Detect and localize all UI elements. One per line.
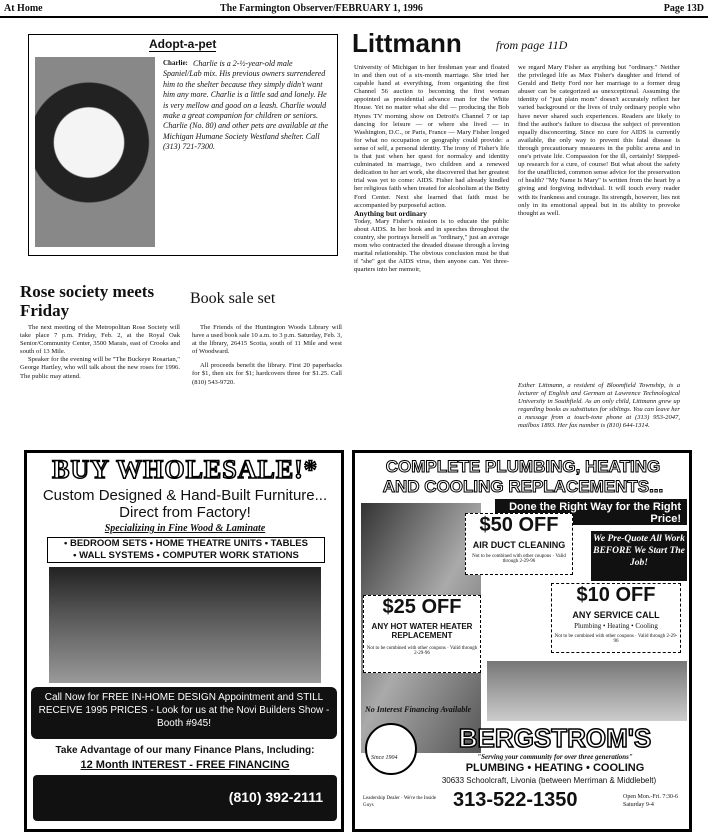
- littmann-column-2: [518, 64, 680, 382]
- logo-strip: [33, 775, 337, 821]
- littmann-text: we regard Mary Fisher as anything but "ordinary." Neither the privileged life as Max Fisher's daughter and friend of Gerald and Betty Ford nor her marriage to a former drug abuser can be categorized as unexceptional. Assuming the identity of "just plain mom" doesn't accurately reflect her varied background or the lives of truly ordinary people who have never shared such experiences. Readers are likely to find the author's failure to discuss the subject of prevention equally disconcerting. Since no cure for AIDS is currently available, the only way to prevent this fatal disease is through precautionary measures in the public arena and in one's private life. Compassion for the ill, certainly! Stepped-up research for a cure, of course! But what about the safety for the unafflicted, common sense advice for the preservation of health? "My Name Is Mary" is written from the heart by a giving and forgiving individual. It will touch every reader with its frankness and courage. Its strength, however, lies not only in its emotional appeal but in its ability to provoke thought as well.: [518, 64, 680, 217]
- coupon-amount: $10 OFF: [576, 584, 656, 606]
- furniture-photo: [49, 567, 321, 683]
- right-price-banner: Done the Right Way for the Right Price!: [495, 499, 687, 525]
- finance-intro: Take Advantage of our many Finance Plans, Including:: [55, 745, 315, 756]
- paper-dateline: The Farmington Observer/FEBRUARY 1, 1996: [220, 3, 423, 14]
- coupon-description: AIR DUCT CLEANING: [472, 540, 566, 550]
- furniture-phone: (810) 392-2111: [228, 789, 323, 805]
- since-label: Since 1904: [371, 755, 398, 761]
- rose-paragraph: The next meeting of the Metropolitan Rose Society will take place 7 p.m. Friday, Feb. 2, at the Royal Oak Senior/Community Center, 3500 Marais, east of Crooks and south of 13 Mile.: [20, 324, 180, 356]
- littmann-text: University of Michigan in her freshman year and floated in and then out of a six-month marriage. She tried her capable hand at everything, from organizing the first Channel 56 auction to becoming the first woman appointed as presidential advance man for the White House. Yet no matter what she did — producing the Bob Hynes TV morning show on Detroit's Channel 7 or tap dancing for leisure — or where she lived — in Washington, D.C., or Paris, France — Mary Fisher longed for what no occupation or geography could provide: a sense of self, a personal identity. The irony of Fisher's life is that just when her quest for normalcy and identity culminated in marriage, two children and a renewed dedication to her art work, she discovered that her greatest trial was yet to come: AIDS. Fisher had already kindled her religious faith when treated for alcoholism at the Betty Ford Center. Next she learned that faith must be accompanied by purposeful action.: [354, 64, 509, 209]
- bergstroms-logo: BERGSTROM'S: [458, 723, 652, 753]
- finance-offer: 12 Month INTEREST - FREE FINANCING: [80, 759, 290, 771]
- coupon-air-duct[interactable]: [465, 513, 573, 575]
- equipment-photo: [487, 661, 687, 721]
- dealer-badge: Leadership Dealer · We're the Inside Guys: [363, 796, 437, 808]
- coupon-services: Plumbing • Heating • Cooling: [574, 622, 658, 630]
- financing-note: No Interest Financing Available: [365, 705, 472, 714]
- littmann-text: Today, Mary Fisher's mission is to educate the public about AIDS. In her book and in speeches throughout the country, she portrays herself as "ordinary," just an average mom who contracted the dreaded disease through a loving marital relationship. The obvious conclusion must be that if "she" got the AIDS virus, then anyone can. Yet three-quarters into her memoir,: [354, 217, 509, 274]
- furniture-subtitle: Custom Designed & Hand-Built Furniture... Direct from Factory!: [42, 487, 328, 521]
- littmann-column-1: [354, 64, 509, 444]
- littmann-subhead: Anything but ordinary: [354, 208, 427, 218]
- jump-line: from page 11D: [496, 38, 568, 52]
- product-line: • WALL SYSTEMS • COMPUTER WORK STATIONS: [73, 550, 299, 561]
- furniture-ad: [24, 450, 344, 832]
- coupon-fine-print: Not to be combined with other coupons · Valid through 2-29-96: [472, 554, 566, 564]
- rose-headline: Rose society meets Friday: [20, 282, 155, 320]
- bergstroms-tagline: "Serving your community for over three generations": [477, 753, 633, 761]
- bergstroms-phone[interactable]: 313-522-1350: [453, 789, 578, 811]
- coupon-water-heater[interactable]: [363, 595, 481, 673]
- product-list: [47, 537, 325, 563]
- business-hours: Open Mon.-Fri. 7:30-6 Saturday 9-4: [623, 794, 678, 808]
- book-article: [192, 324, 342, 387]
- coupon-fine-print: Not to be combined with other coupons · Valid through 2-29-96: [366, 646, 478, 656]
- dog-photo: [35, 57, 155, 247]
- book-paragraph: All proceeds benefit the library. First 20 paperbacks for $1, then six for $1; hardcovers three for $1.25. Call (810) 543-9720.: [192, 362, 342, 386]
- author-bio: Esther Littmann, a resident of Bloomfield Township, is a lecturer of English and German at Lawrence Technological University in Southfield. As an only child, Littmann grew up regarding books as substitutes for siblings. You can leave her a message from a touch-tone phone at (313) 953-2047, mailbox 1893. Her fax number is (810) 644-1314.: [518, 382, 680, 430]
- coupon-fine-print: Not to be combined with other coupons · Valid through 2-29-96: [554, 634, 678, 644]
- pre-quote-box: We Pre-Quote All Work BEFORE We Start The Job!: [591, 531, 687, 581]
- coupon-amount: $50 OFF: [479, 514, 559, 536]
- pet-description: Charlie is a 2-½-year-old male Spaniel/Lab mix. His previous owners surrendered him to the shelter because they simply didn't want him any more. Charlie is a little sad and lonely. He is very mellow and good on a leash. Charlie would make a great companion for children or seniors. Charlie (No. 80) and other pets are available at the Michigan Humane Society Westland shelter. Call (313) 721-7300.: [163, 59, 329, 152]
- design-appointment-banner: Call Now for FREE IN-HOME DESIGN Appointment and STILL RECEIVE 1995 PRICES - Look for us at the Novi Builders Show - Booth #945!: [31, 687, 337, 739]
- product-line: • BEDROOM SETS • HOME THEATRE UNITS • TABLES: [64, 538, 308, 549]
- headline-line: COMPLETE PLUMBING, HEATING: [385, 457, 661, 476]
- specialty-line: Specializing in Fine Wood & Laminate: [104, 523, 266, 534]
- page-header: [0, 0, 708, 18]
- littmann-headline: Littmann: [352, 28, 462, 58]
- faucet-logo-icon: [365, 723, 417, 775]
- bergstroms-services: PLUMBING • HEATING • COOLING: [465, 762, 645, 774]
- headline-line: AND COOLING REPLACEMENTS...: [382, 477, 664, 496]
- book-headline: Book sale set: [190, 290, 276, 307]
- page-number: Page 13D: [663, 3, 704, 14]
- coupon-description: ANY HOT WATER HEATER REPLACEMENT: [371, 622, 473, 640]
- buy-wholesale-title: BUY WHOLESALE!*: [52, 455, 318, 484]
- coupon-amount: $25 OFF: [382, 596, 462, 618]
- plumbing-ad: [352, 450, 692, 832]
- rose-article: [20, 324, 180, 381]
- pet-name: Charlie:: [163, 59, 188, 67]
- coupon-service-call[interactable]: [551, 583, 681, 653]
- adopt-a-pet-box: [28, 34, 338, 256]
- book-paragraph: The Friends of the Huntington Woods Library will have a used book sale 10 a.m. to 3 p.m. Saturday, Feb. 3, at the library, 26415 Scotia, south of 11 Mile and west of Woodward.: [192, 324, 342, 356]
- section-name: At Home: [4, 3, 43, 14]
- adopt-title: Adopt-a-pet: [149, 37, 217, 51]
- plumbing-headline: [361, 457, 685, 497]
- coupon-description: ANY SERVICE CALL: [572, 610, 660, 620]
- rose-paragraph: Speaker for the evening will be "The Buckeye Rosarian," George Hartley, who will talk about the new roses for 1996. The public may attend.: [20, 356, 180, 380]
- bergstroms-address: 30633 Schoolcraft, Livonia (between Merriman & Middlebelt): [441, 776, 657, 785]
